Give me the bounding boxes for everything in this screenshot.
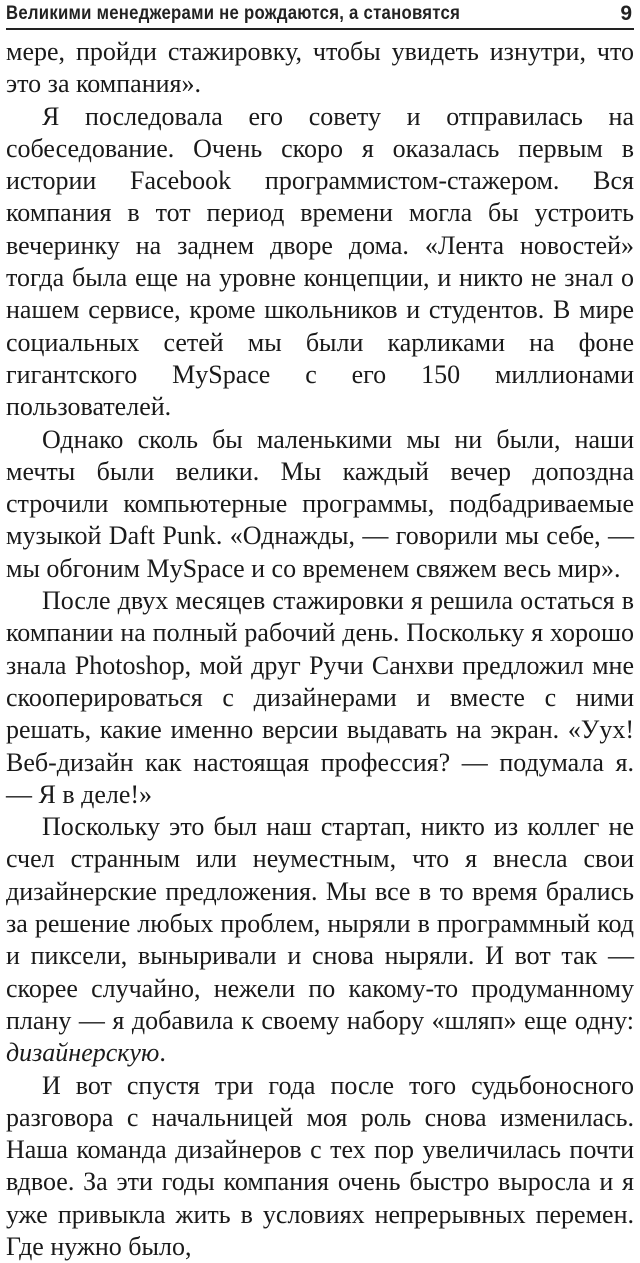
paragraph: Я последовала его совету и отправилась на собеседование. Очень скоро я оказалась первым в истории Facebook программистом-стажером. Вся компания в тот период времени могла бы устроить вечеринку на заднем дворе дома. «Лента новостей» тогда была еще на уровне концепции, и никто не знал о нашем сервисе, кроме школьников и студентов. В мире социальных сетей мы были карликами на фоне гигантского MySpace с его 150 миллионами пользователей. [6,101,634,424]
page-number: 9 [620,2,634,26]
paragraph-text: Поскольку это был наш стартап, никто из коллег не счел странным или неуместным, что я внесла свои дизайнерские предложения. Мы все в то время брались за решение любых проблем, ныряли в программный код и пиксели, выныривали и снова ныряли. И вот так — скорее случайно, нежели по какому-то продуманному плану — я добавила к своему набору «шляп» еще одну: [6,812,634,1035]
paragraph: После двух месяцев стажировки я решила остаться в компании на полный рабочий день. Поскольку я хорошо знала Photoshop, мой друг Ручи Санхви предложил мне скооперироваться с дизайнерами и вместе с ними решать, какие именно версии выдавать на экран. «Уух! Веб-дизайн как настоящая профессия? — подумала я. — Я в деле!» [6,585,634,811]
paragraph [6,811,634,1069]
paragraph: И вот спустя три года после того судьбоносного разговора с начальницей моя роль снова изменилась. Наша команда дизайнеров с тех пор увеличилась почти вдвое. За эти годы компания очень быстро выросла и я уже привыкла жить в условиях непрерывных перемен. Где нужно было, [6,1070,634,1263]
paragraph: Однако сколь бы маленькими мы ни были, наши мечты были велики. Мы каждый вечер допоздна строчили компьютерные программы, подбадриваемые музыкой Daft Punk. «Однажды, — говорили мы себе, — мы обгоним MySpace и со временем свяжем весь мир». [6,424,634,585]
paragraph-continuation: мере, пройди стажировку, чтобы увидеть изнутри, что это за компания». [6,36,634,101]
body-text [6,36,634,1263]
emphasized-word: дизайнерскую [6,1038,159,1067]
paragraph-tail: . [159,1038,166,1067]
running-title: Великими менеджерами не рождаются, а становятся [6,3,460,25]
running-header [6,0,634,30]
